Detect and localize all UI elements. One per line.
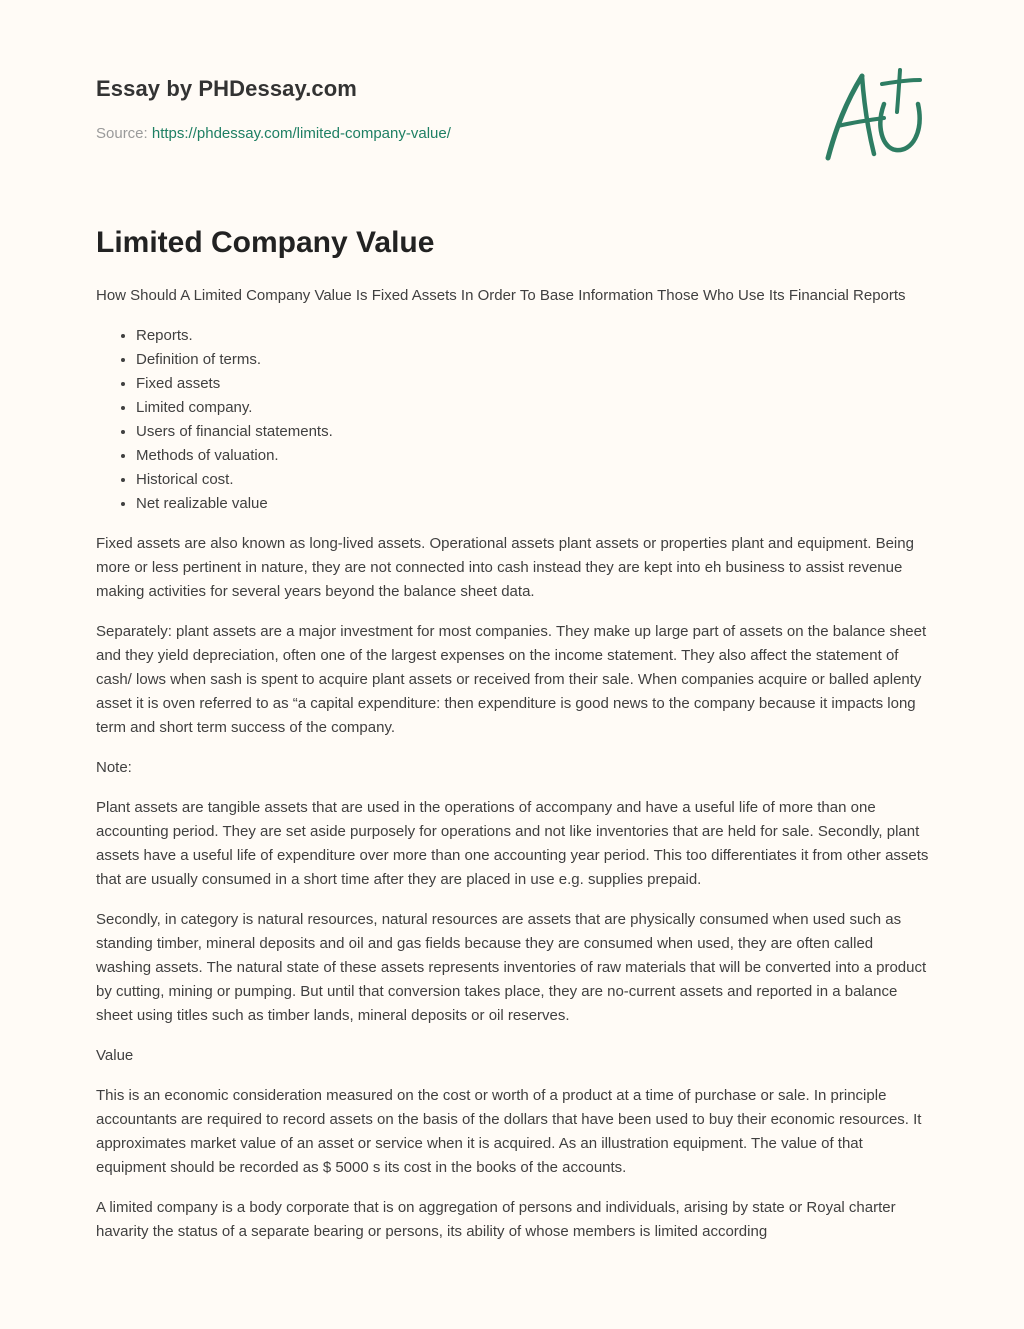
source-line (96, 125, 451, 142)
list-item: • Methods of valuation. (136, 444, 932, 468)
list-item: • Limited company. (136, 396, 932, 420)
body-paragraph: This is an economic consideration measured on the cost or worth of a product at a time of purchase or sale. In principle accountants are required to record assets on the basis of the dollars that have been used to buy their economic resources. It approximates market value of an asset or service when it is acquired. As an illustration equipment. The value of that equipment should be recorded as $ 5000 s its cost in the books of the accounts. (96, 1087, 922, 1176)
body-paragraph: Secondly, in category is natural resources, natural resources are assets that are physically consumed when used such as standing timber, mineral deposits and oil and gas fields because they are consumed when used, they are often called washing assets. The natural state of these assets represents inventories of raw materials that will be converted into a product by cutting, mining or pumping. But until that conversion takes place, they are no-current assets and reported in a balance sheet using titles such as timber lands, mineral deposits or oil reserves. (96, 911, 927, 1024)
list-item: • Definition of terms. (136, 348, 932, 372)
body-paragraph: Separately: plant assets are a major investment for most companies. They make up large part of assets on the balance sheet and they yield depreciation, often one of the largest expenses on the income statement. They also affect the statement of cash/ lows when sash is spent to acquire plant assets or received from their sale. When companies acquire or balled aplenty asset it is oven referred to as “a capital expenditure: then expenditure is good news to the company because it impacts long term and short term success of the company. (96, 623, 927, 736)
list-item: • Net realizable value (136, 492, 932, 516)
list-item: • Users of financial statements. (136, 420, 932, 444)
list-item: • Historical cost. (136, 468, 932, 492)
body-paragraph: Fixed assets are also known as long-lived assets. Operational assets plant assets or properties plant and equipment. Being more or less pertinent in nature, they are not connected into cash instead they are kept into eh business to assist revenue making activities for several years beyond the balance sheet data. (96, 535, 914, 600)
body-paragraph: A limited company is a body corporate that is on aggregation of persons and individuals, arising by state or Royal charter havarity the status of a separate bearing or persons, its ability of whose members is limited according (96, 1199, 896, 1240)
source-label: Source: (96, 125, 152, 142)
topic-list (96, 324, 932, 516)
document-body (96, 284, 932, 1260)
list-item: • Reports. (136, 324, 932, 348)
document-title: Limited Company Value (96, 226, 435, 259)
list-item: • Fixed assets (136, 372, 932, 396)
intro-paragraph: How Should A Limited Company Value Is Fixed Assets In Order To Base Information Those Who Use Its Financial Reports (96, 287, 906, 304)
value-heading: Value (96, 1047, 134, 1064)
a-plus-logo-icon (824, 68, 928, 166)
body-paragraph: Plant assets are tangible assets that are used in the operations of accompany and have a useful life of more than one accounting period. They are set aside purposely for operations and not like inventories that are held for sale. Secondly, plant assets have a useful life of expenditure over more than one accounting year period. This too differentiates it from other assets that are usually consumed in a short time after they are placed in use e.g. supplies prepaid. (96, 799, 929, 888)
note-heading: Note: (96, 759, 132, 776)
source-link[interactable]: https://phdessay.com/limited-company-value/ (151, 125, 451, 142)
site-title: Essay by PHDessay.com (96, 76, 357, 101)
